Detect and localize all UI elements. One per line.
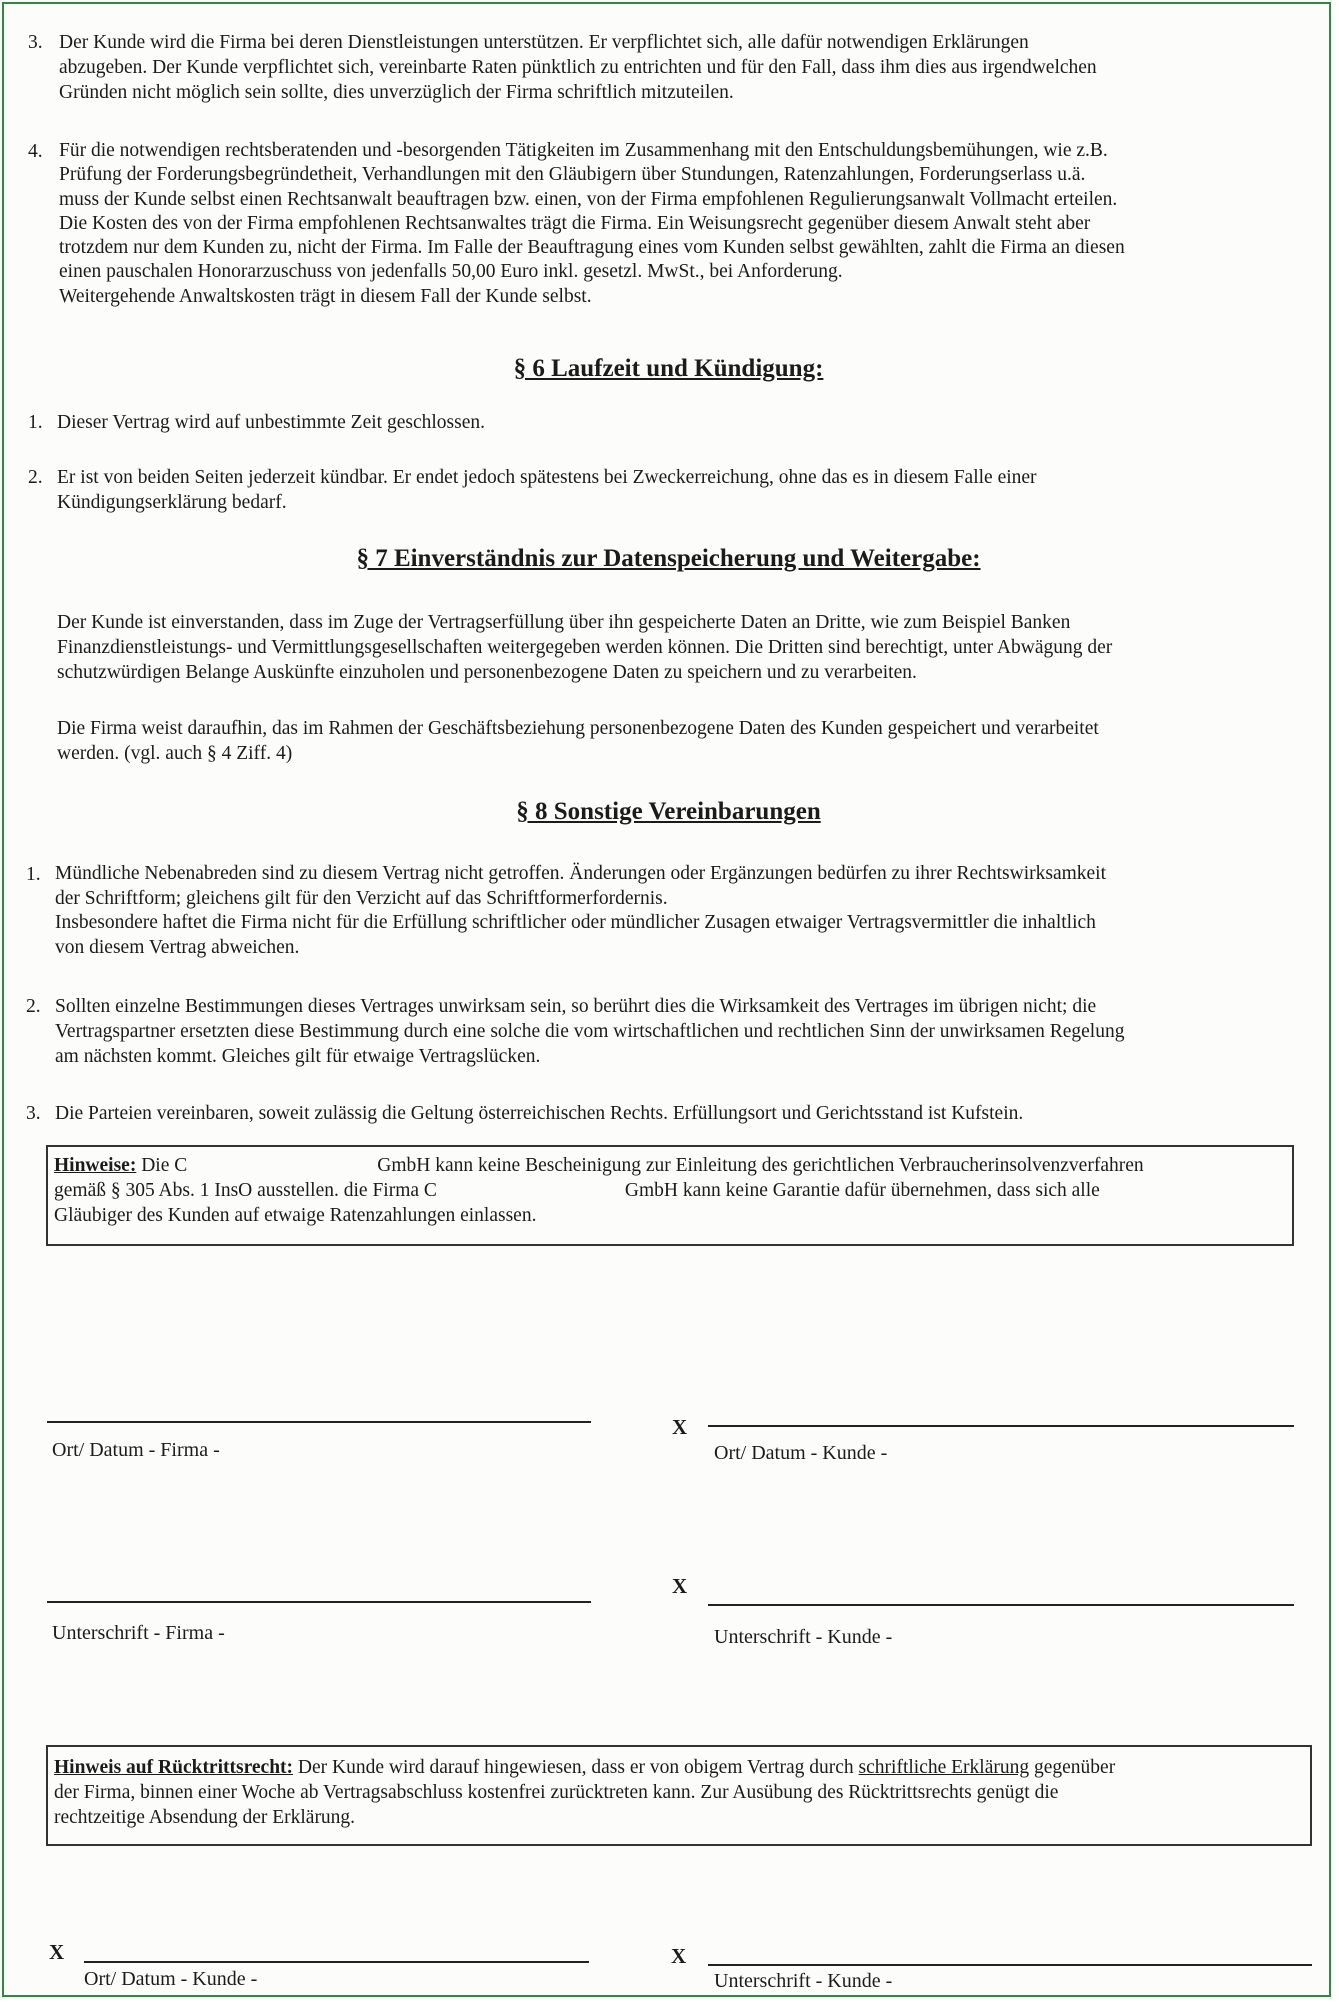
text-fragment: gegenüber	[1033, 1757, 1116, 1778]
clause-7-para-2	[57, 716, 1322, 766]
signature-line-unterschrift-firma	[47, 1601, 591, 1603]
text-fragment-underlined: schriftliche Erklärung	[858, 1757, 1030, 1778]
item-number: 1.	[26, 864, 41, 885]
text-line: einen pauschalen Honorarzuschuss von jedenfalls 50,00 Euro inkl. gesetzl. MwSt., bei Anforderung.	[59, 261, 843, 283]
text-fragment: GmbH kann keine Garantie dafür übernehmen, dass sich alle	[624, 1180, 1100, 1201]
clause-5-3	[59, 30, 1319, 105]
clause-7-para-1	[57, 610, 1322, 685]
ruecktritt-line-3: rechtzeitige Absendung der Erklärung.	[54, 1807, 356, 1828]
text-line: Gründen nicht möglich sein sollte, dies unverzüglich der Firma schriftlich mitzuteilen.	[59, 82, 734, 103]
text-line: Der Kunde wird die Firma bei deren Dienstleistungen unterstützen. Er verpflichtet sich, alle dafür notwendigen Erklärungen	[59, 32, 1029, 53]
section-6-heading: § 6 Laufzeit und Kündigung:	[513, 355, 824, 382]
signature-line-footer-unterschrift	[708, 1964, 1312, 1966]
signature-line-ort-firma	[47, 1421, 591, 1423]
text-line: Die Parteien vereinbaren, soweit zulässig die Geltung österreichischen Rechts. Erfüllungsort und Gerichtsstand ist Kufstein.	[55, 1103, 1024, 1124]
text-fragment: GmbH kann keine Bescheinigung zur Einleitung des gerichtlichen Verbraucherinsolvenzverfahren	[377, 1155, 1144, 1176]
text-line: Dieser Vertrag wird auf unbestimmte Zeit geschlossen.	[57, 412, 485, 433]
hinweise-label: Hinweise:	[54, 1155, 137, 1176]
hinweise-line-1	[54, 1153, 1286, 1178]
text-line: Finanzdienstleistungs- und Vermittlungsgesellschaften weitergegeben werden können. Die Dritten sind berechtigt, unter Abwägung der	[57, 637, 1113, 658]
x-mark: X	[672, 1415, 688, 1439]
text-line: Die Kosten des von der Firma empfohlenen Rechtsanwaltes trägt die Firma. Ein Weisungsrecht gegenüber diesem Anwalt steht aber	[59, 212, 1091, 234]
section-8-heading: § 8 Sonstige Vereinbarungen	[516, 798, 821, 825]
text-line: Mündliche Nebenabreden sind zu diesem Vertrag nicht getroffen. Änderungen oder Ergänzungen bedürfen zu ihrer Rechtswirksamkeit	[55, 863, 1107, 884]
text-line: Der Kunde ist einverstanden, dass im Zuge der Vertragserfüllung über ihn gespeicherte Daten an Dritte, wie zum Beispiel Banken	[57, 612, 1071, 633]
item-number: 4.	[28, 141, 43, 162]
clause-6-1	[57, 410, 1317, 435]
item-number: 2.	[28, 467, 43, 488]
section-7-heading: § 7 Einverständnis zur Datenspeicherung und Weitergabe:	[356, 545, 981, 572]
label-unterschrift-kunde: Unterschrift - Kunde -	[714, 1626, 893, 1648]
text-fragment: gemäß § 305 Abs. 1 InsO ausstellen. die Firma C	[54, 1180, 437, 1201]
x-mark: X	[49, 1940, 65, 1964]
item-number: 1.	[28, 412, 43, 433]
x-mark: X	[672, 1574, 688, 1598]
text-line: Insbesondere haftet die Firma nicht für die Erfüllung schriftlicher oder mündlicher Zusagen etwaiger Vertragsvermittler die inhaltlich	[55, 912, 1096, 933]
clause-6-2	[57, 465, 1317, 515]
text-line: Für die notwendigen rechtsberatenden und -besorgenden Tätigkeiten im Zusammenhang mit den Entschuldungsbemühungen, wie z.B.	[59, 140, 1108, 161]
clause-5-4	[59, 139, 1324, 309]
label-ort-datum-firma: Ort/ Datum - Firma -	[52, 1439, 220, 1461]
text-line: werden. (vgl. auch § 4 Ziff. 4)	[57, 743, 293, 764]
clause-8-2	[55, 994, 1330, 1069]
text-line: schutzwürdigen Belange Auskünfte einzuholen und personenbezogene Daten zu speichern und zu verarbeiten.	[57, 662, 917, 683]
text-line: der Schriftform; gleichens gilt für den Verzicht auf das Schriftformerfordernis.	[55, 887, 668, 909]
label-ort-datum-kunde: Ort/ Datum - Kunde -	[714, 1442, 888, 1464]
text-fragment: Der Kunde wird darauf hingewiesen, dass er von obigem Vertrag durch	[297, 1757, 854, 1778]
hinweise-box	[46, 1145, 1294, 1246]
ruecktritt-line-1	[54, 1755, 1304, 1780]
signature-line-unterschrift-kunde	[708, 1604, 1294, 1606]
signature-line-ort-kunde	[708, 1425, 1294, 1427]
clause-8-3	[55, 1101, 1325, 1126]
text-line: Prüfung der Forderungsbegründetheit, Verhandlungen mit den Gläubigern über Stundungen, Ratenzahlungen, Forderungserlass u.ä.	[59, 164, 1086, 186]
text-line: Weitergehende Anwaltskosten trägt in diesem Fall der Kunde selbst.	[59, 285, 592, 307]
text-line: Er ist von beiden Seiten jederzeit kündbar. Er endet jedoch spätestens bei Zweckerreichung, ohne das es in diesem Falle einer	[57, 467, 1037, 488]
label-footer-unterschrift-kunde: Unterschrift - Kunde -	[714, 1970, 893, 1992]
text-fragment: Die C	[141, 1155, 188, 1176]
text-line: Kündigungserklärung bedarf.	[57, 492, 287, 513]
signature-line-footer-ort	[84, 1961, 589, 1963]
item-number: 3.	[26, 1103, 41, 1124]
text-line: am nächsten kommt. Gleiches gilt für etwaige Vertragslücken.	[55, 1046, 541, 1067]
ruecktritt-box	[46, 1745, 1312, 1846]
hinweise-line-3: Gläubiger des Kunden auf etwaige Ratenzahlungen einlassen.	[54, 1205, 537, 1226]
label-unterschrift-firma: Unterschrift - Firma -	[52, 1622, 225, 1644]
ruecktritt-label: Hinweis auf Rücktrittsrecht:	[54, 1757, 294, 1778]
item-number: 3.	[28, 32, 43, 53]
label-footer-ort-datum-kunde: Ort/ Datum - Kunde -	[84, 1968, 258, 1990]
clause-8-1	[55, 862, 1325, 960]
hinweise-line-2	[54, 1178, 1286, 1203]
text-line: von diesem Vertrag abweichen.	[55, 936, 300, 958]
x-mark: X	[671, 1944, 687, 1968]
text-line: Vertragspartner ersetzten diese Bestimmung durch eine solche die vom wirtschaftlichen und rechtlichen Sinn der unwirksamen Regelung	[55, 1021, 1125, 1042]
contract-page	[2, 2, 1331, 1997]
ruecktritt-line-2: der Firma, binnen einer Woche ab Vertragsabschluss kostenfrei zurücktreten kann. Zur Ausübung des Rücktrittsrechts genügt die	[54, 1782, 1059, 1803]
text-line: Die Firma weist daraufhin, das im Rahmen der Geschäftsbeziehung personenbezogene Daten des Kunden gespeichert und verarbeitet	[57, 718, 1099, 739]
text-line: Sollten einzelne Bestimmungen dieses Vertrages unwirksam sein, so berührt dies die Wirksamkeit des Vertrages im übrigen nicht; die	[55, 996, 1097, 1017]
item-number: 2.	[26, 996, 41, 1017]
text-line: muss der Kunde selbst einen Rechtsanwalt beauftragen bzw. einen, von der Firma empfohlenen Regulierungsanwalt Vollmacht erteilen.	[59, 188, 1118, 210]
text-line: abzugeben. Der Kunde verpflichtet sich, vereinbarte Raten pünktlich zu entrichten und für den Fall, dass ihm dies aus irgendwelchen	[59, 57, 1097, 78]
text-line: trotzdem nur dem Kunden zu, nicht der Firma. Im Falle der Beauftragung eines vom Kunden selbst gewählten, zahlt die Firma an diesen	[59, 237, 1125, 259]
